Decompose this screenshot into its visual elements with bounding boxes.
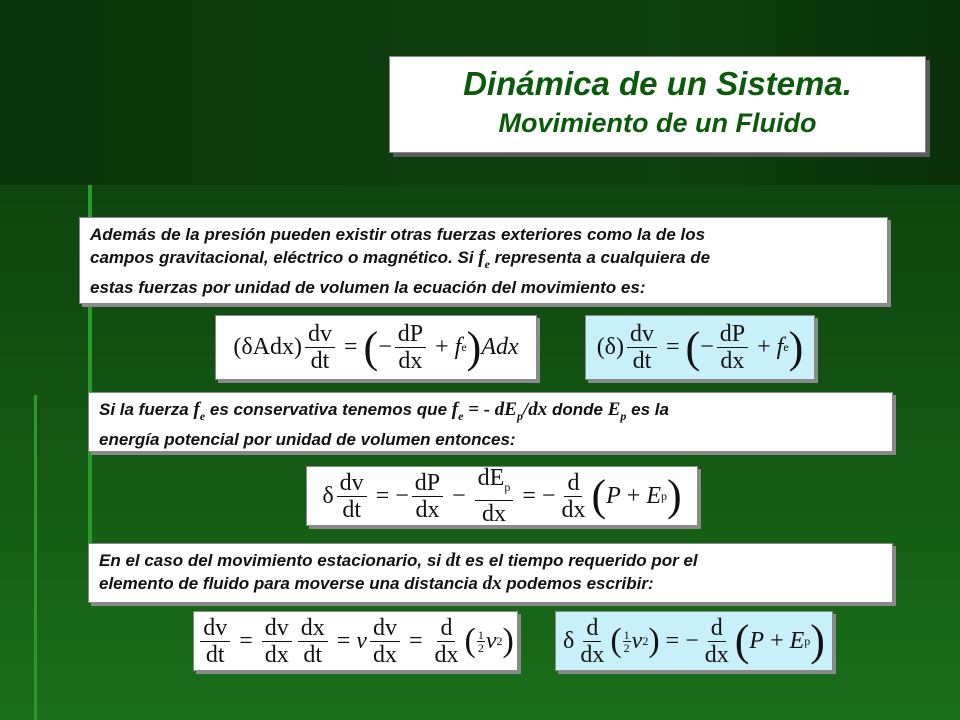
page-title: Dinámica de un Sistema. <box>463 65 852 102</box>
eq3-frac-dvdt: $\frac{dv}{dt}$ <box>337 470 367 523</box>
eq2-sub-e: e <box>783 340 789 354</box>
eq2-equals: = <box>666 334 680 360</box>
eq3-delta: δ <box>322 482 334 509</box>
eq1-frac-dpdx: $\frac{dP}{dx}$ <box>395 321 426 374</box>
eq2-f: f <box>776 334 784 360</box>
page-subtitle: Movimiento de un Fluido <box>498 108 817 138</box>
title-box <box>389 56 926 153</box>
eq2-term: (δ <box>596 334 616 360</box>
eq2-frac-dpdx: $\frac{dP}{dx}$ <box>717 321 748 374</box>
decor-line-left-lower <box>34 395 37 720</box>
p1-line3: estas fuerzas por unidad de volumen la ecuación del movimiento es: <box>90 277 646 297</box>
paragraph-2 <box>88 392 893 452</box>
eq3-frac-ddx: $\frac{d}{dx}$ <box>561 469 586 523</box>
eq2-minus: − <box>700 334 714 360</box>
eq2-plus: + <box>757 334 771 360</box>
equation-1: (δAdx ) $\frac{dv}{dt}$ = ( − $\frac{dP}{dx}$ + f e ) Adx <box>215 315 537 380</box>
eq1-term: (δAdx <box>233 334 294 360</box>
equation-2: (δ ) $\frac{dv}{dt}$ = ( − $\frac{dP}{dx}$ + f e ) <box>585 315 815 380</box>
p1-fe-symbol: $f_e$ <box>478 247 490 271</box>
eq3-frac-dpdx: $\frac{dP}{dx}$ <box>412 470 443 523</box>
eq2-frac-dvdt: $\frac{dv}{dt}$ <box>627 321 657 374</box>
p2-line1: Si la fuerza $f_e$ es conservativa tenemos que $f_e$ = - $dE_p/dx$ donde $E_p$ es la <box>99 399 669 423</box>
eq1-frac-dvdt: $\frac{dv}{dt}$ <box>305 321 335 374</box>
paragraph-3 <box>88 543 893 603</box>
eq1-sub-e: e <box>461 340 467 354</box>
eq1-minus: − <box>378 334 392 360</box>
p1-line2 <box>90 246 877 276</box>
p1-line2-a: campos gravitacional, eléctrico o magnético. Si <box>90 248 479 267</box>
equation-5: δ $\frac{d}{dx}$ ( $\frac{1}{2}$ v 2 ) = − $\frac{d}{dx}$ ( P + E p ) <box>555 611 833 671</box>
p1-line2-b: representa a cualquiera de <box>489 248 711 267</box>
p1-line1: Además de la presión pueden existir otras fuerzas exteriores como la de los <box>90 225 706 244</box>
eq1-f: f <box>454 334 462 360</box>
equation-4: $\frac{dv}{dt}$ = $\frac{dv}{dx}$ $\frac{dx}{dt}$ = v $\frac{dv}{dx}$ = $\frac{d}{dx}$ ( $\frac{1}{2}$ v 2 ) <box>193 611 518 671</box>
p3-line2: elemento de fluido para moverse una distancia dx podemos escribir: <box>99 573 654 594</box>
eq3-frac-dedx: $\frac{dE_p}{dx}$ <box>475 465 514 527</box>
eq1-plus: + <box>435 334 449 360</box>
p2-line2: energía potencial por unidad de volumen entonces: <box>99 429 516 449</box>
equation-3: δ $\frac{dv}{dt}$ = − $\frac{dP}{dx}$ − $\frac{dE_p}{dx}$ = − $\frac{d}{dx}$ ( P + E p ) <box>306 466 698 526</box>
paragraph-1 <box>79 217 888 304</box>
eq1-equals: = <box>344 334 358 360</box>
eq1-adx: Adx <box>481 334 519 360</box>
p3-line1: En el caso del movimiento estacionario, si dt es el tiempo requerido por el <box>99 550 698 571</box>
